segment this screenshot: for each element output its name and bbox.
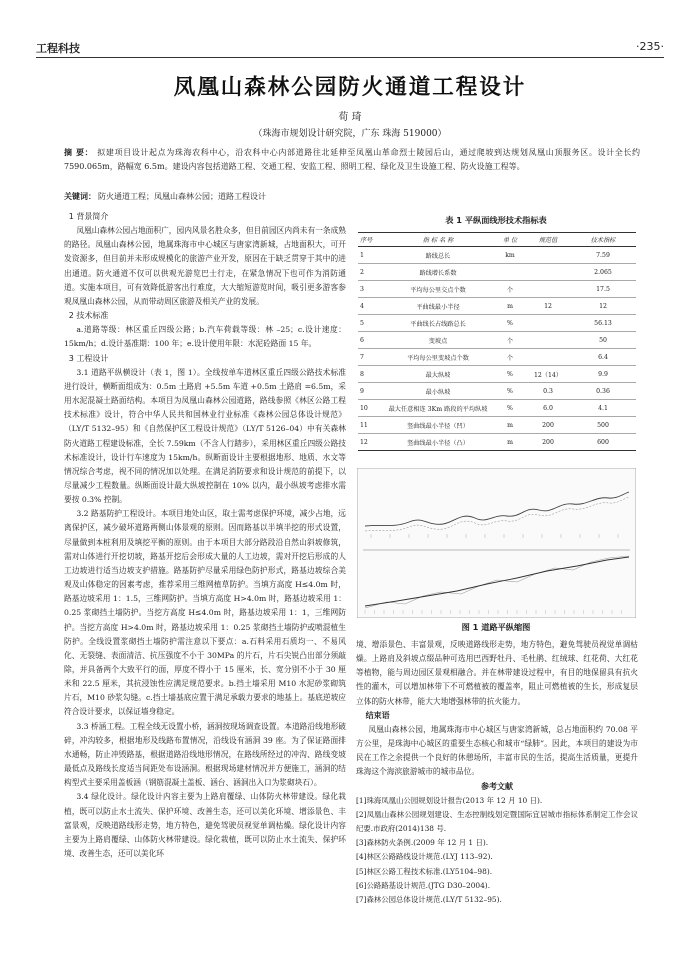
figure-frame <box>357 468 636 618</box>
paragraph: 3.4 绿化设计。绿化设计内容主要为上路肩覆绿、山体防火林带建设。绿化栽植，既可以防止水土流失、保护环境、改善生态，还可以美化环境、增添景色、丰富景观，反映道路线形走势，地方特色，避免驾驶员视觉单调枯燥。绿化设计内容主要为上路肩覆绿、山体防火林带建设。绿化栽植，既可以防止水土流失、保护环境、改善生态，还可以美化环 <box>64 792 346 859</box>
table-cell: 平曲线长占线路总长 <box>410 320 466 328</box>
table-caption: 表 1 平纵面线形技术指标表 <box>445 215 547 225</box>
table-cell: 7.59 <box>596 251 610 259</box>
table-body <box>358 247 636 451</box>
page-header <box>36 40 664 56</box>
table-row <box>358 315 636 332</box>
table-cell <box>526 349 570 366</box>
paragraph: 3.2 路基防护工程设计。本项目地处山区，取土需考虑保护环境，减少占地，远离保护区，减少破坏道路两侧山体景观的原则。因而路基以半填半挖的形式设置，尽量做到本桩利用及填挖平衡的原则。由于本项目大部分路段沿自然山斜坡修筑，需对山体进行开挖切坡，路基开挖后会形成大量的人工边坡，需对开挖后形成的人工边坡进行适当边坡支护措施。路基防护尽量采用绿色防护形式，路基边坡综合美观及山体稳定的因素考虑，推荐采用三维网植草防护。当填方高度 H≤4.0m 时，路基边坡采用 1：1.5，三维网防护。当填方高度 H>4.0m 时，路基边坡采用 1：0.25 浆砌挡土墙防护。当挖方高度 H≤4.0m 时，路基边坡采用 1：1，三维网防护。当挖方高度 H>4.0m 时，路基边坡采用 1：0.25 浆砌挡土墙防护或喷混植生防护。全线设置浆砌挡土墙防护需注意以下要点：a.石料采用石质均一、不易风化、无裂缝、表面清洁、抗压强度不小于 30MPa 的片石，片石尖锐凸出部分须敲除，并具备两个大致平行的面，厚度不得小于 15 厘米，长、宽分别不小于 30 厘米和 22.5 厘米，其抗浸蚀性应满足规范要求。b.挡土墙采用 M10 水泥砂浆砌筑片石，M10 砂浆勾缝。c.挡土墙基底应置于满足承载力要求的地基上。基底逆坡应符合设计要求，以保证墙身稳定。 <box>64 509 346 717</box>
table-cell: 6.4 <box>598 353 608 361</box>
table-cell: 11 <box>360 421 368 429</box>
right-column <box>356 638 638 907</box>
table-cell: 0.36 <box>596 387 610 395</box>
abstract <box>64 146 640 174</box>
table-cell: 500 <box>597 421 609 429</box>
table-cell: m <box>507 438 513 446</box>
section-heading: 结束语 <box>365 710 390 720</box>
table-cell: 7 <box>360 353 364 361</box>
table-cell <box>526 247 570 264</box>
paragraph: 3.3 桥涵工程。工程全线无设置小桥，涵洞按现场调查设置。本道路沿线地形破碎，冲沟较多，根据地形及线路布置情况，沿线设有涵洞 39 座。为了保证路面排水通畅，防止冲毁路基，根据道路沿线地形情况，在路线所经过的冲沟、路线变坡最低点及路线长度适当间距处布设涵洞。根据现场建材情况并方便施工，涵洞的结构型式主要采用盖板涵（钢筋混凝土盖板、涵台、涵洞出入口为浆砌块石）。 <box>64 721 346 788</box>
page-number: ·235· <box>636 40 664 53</box>
table-cell: m <box>507 421 513 429</box>
reference-item: [7]森林公园总体设计规范.(LY/T 5132–95). <box>356 894 502 904</box>
table-cell: 最大任意相连 3Km 路段的平均纵坡 <box>388 405 488 413</box>
table-cell <box>494 264 526 281</box>
table-cell: 12 <box>544 302 552 310</box>
figure-caption: 图 1 道路平纵缩图 <box>461 622 531 632</box>
table-cell: 9 <box>360 387 364 395</box>
table-cell: % <box>507 370 513 378</box>
table-header-cell: 指 标 名 称 <box>422 237 454 244</box>
table-cell: 6 <box>360 336 364 344</box>
table-cell: 2.065 <box>594 268 612 276</box>
table-cell: 50 <box>599 336 607 344</box>
table-cell: 最大纵坡 <box>425 371 451 379</box>
reference-item: [1]珠海凤凰山公园规划设计报告(2013 年 12 月 10 日). <box>356 795 543 805</box>
keywords-text: 防火通道工程；凤凰山森林公园；道路工程设计 <box>98 192 266 201</box>
table-cell: 最小纵坡 <box>425 388 451 396</box>
section-heading: 1 背景简介 <box>68 212 109 221</box>
table-cell: % <box>507 319 513 327</box>
table-row <box>358 417 636 434</box>
table-cell: 4 <box>360 302 364 310</box>
author: 荀 琦 <box>338 112 362 123</box>
reference-item: [5]林区公路工程技术标准.(LY5104–98). <box>356 866 493 876</box>
table-cell: 9.9 <box>598 370 608 378</box>
table-cell: 17.5 <box>596 285 610 293</box>
table-cell <box>526 264 570 281</box>
table-cell: 4.1 <box>598 404 608 412</box>
table-header-row <box>358 233 636 247</box>
table-cell: 个 <box>506 354 514 362</box>
table-cell <box>526 281 570 298</box>
paragraph: 3.1 道路平纵横设计（表 1，图 1）。全线按单车道林区重丘四级公路技术标准进行设计，横断面组成为：0.5m 土路肩 +5.5m 车道 +0.5m 土路肩 =6.5m，采用水泥混凝土路面结构。本项目为凤凰山森林公园道路，路线参照《林区公路工程技术标准》设计，符合中华人民共和国林业行业标准《森林公园总体设计规范》（LY/T 5132–95）和《自然保护区工程设计规范》（LY/T 5126–04）中有关森林防火道路工程建设标准，全长 7.59km（不含人行踏步），采用林区重丘四级公路技术标准设计，设计行车速度为 15km/h。纵断面设计主要根据地形、地质、水文等情况综合考虑，视不同的情况加以处理。在满足消防要求和设计规范的前提下，以尽量减少工程数量。纵断面设计最大纵坡控制在 10% 以内，最小纵坡考虑排水需要按 0.3% 控制。 <box>64 367 346 505</box>
table-cell: 竖曲线最小半径（凸） <box>407 439 469 447</box>
table-cell: m <box>507 302 513 310</box>
table-header-cell: 单 位 <box>502 237 518 244</box>
table-cell: 12 <box>360 438 368 446</box>
table-row <box>358 434 636 451</box>
table-cell: 56.13 <box>594 319 612 327</box>
table-row <box>358 281 636 298</box>
table-cell: 2 <box>360 268 364 276</box>
table-row <box>358 400 636 417</box>
journal-section: 工程科技 <box>36 42 80 55</box>
table-cell: 12 <box>599 302 607 310</box>
table-cell: 200 <box>542 421 554 429</box>
table-cell <box>526 332 570 349</box>
table-cell: 12（14） <box>533 371 563 379</box>
reference-list <box>356 794 638 907</box>
table-cell: 个 <box>506 337 514 345</box>
paragraph: 境、增添景色、丰富景观，反映道路线形走势，地方特色，避免驾驶员视觉单调枯燥。上路肩及斜坡点缀品种可选用巴西野牡丹、毛杜鹃、红绒球、红花荷、大红花等植物，能与周边园区景观相融合。并在林带建设过程中，有目的地保留具有抗火性的灌木，可以增加林带下不可燃植被的覆盖率，阻止可燃植被的生长，形成复层立体的防火林带，能大大地增强林带的抗火能力。 <box>356 640 638 706</box>
table-cell: km <box>505 251 515 259</box>
section-heading: 3 工程设计 <box>68 353 109 363</box>
affiliation: （珠海市规划设计研究院，广东 珠海 519000） <box>253 129 447 139</box>
section-heading: 2 技术标准 <box>68 311 109 321</box>
reference-item: [6]公路路基设计规范.(JTG D30–2004). <box>356 880 491 890</box>
table-header-cell: 规范值 <box>538 237 558 244</box>
table-row <box>358 349 636 366</box>
table-cell: 3 <box>360 285 364 293</box>
table-row <box>358 332 636 349</box>
table-cell: 1 <box>360 251 364 259</box>
table-cell: 平均每公里变坡点个数 <box>407 354 469 362</box>
table-cell: 200 <box>542 438 554 446</box>
table-row <box>358 383 636 400</box>
table-cell: 600 <box>597 438 609 446</box>
paragraph: a.道路等级：林区重丘四级公路；b.汽车荷载等级：林 –25；c.设计速度：15km/h；d.设计基准期：100 年；e.设计使用年限：水泥砼路面 15 年。 <box>64 325 346 349</box>
references-heading: 参考文献 <box>481 781 513 791</box>
table-row <box>358 298 636 315</box>
table-cell: 10 <box>360 404 368 412</box>
table-cell: % <box>507 404 513 412</box>
table-cell: % <box>507 387 513 395</box>
table-cell <box>526 315 570 332</box>
abstract-label: 摘 要： <box>64 148 94 157</box>
paper-title: 凤凰山森林公园防火通道工程设计 <box>173 75 527 100</box>
header-rule <box>36 57 664 58</box>
table-row <box>358 247 636 264</box>
table-cell: 个 <box>506 286 514 294</box>
reference-item: [4]林区公路路线设计规范.(LYJ 113–92). <box>356 852 493 862</box>
table-cell: 0.3 <box>543 387 553 395</box>
keywords <box>64 190 640 204</box>
table-cell: 平均每公里交点个数 <box>410 286 466 294</box>
paragraph: 凤凰山森林公园，地属珠海市中心城区与唐家湾新城，总占地面积约 70.08 平方公里，是珠海中心城区的重要生态核心和城市“绿肺”。因此，本项目的建设为市民在工作之余提供一个良好的休憩场所，丰富市民的生活，提高生活质量，更提升珠海这个海滨旅游城市的城市品位。 <box>356 724 638 777</box>
indicator-table <box>358 232 636 451</box>
table-header-cell: 技术指标 <box>590 237 616 244</box>
table-cell: 8 <box>360 370 364 378</box>
keywords-label: 关键词： <box>64 192 96 201</box>
abstract-text: 拟建项目设计起点为珠海农科中心，沿农科中心内部道路往北延伸至凤凰山革命烈士陵园后山，通过爬坡到达规划凤凰山顶服务区。设计全长约 7590.065m，路幅宽 6.5m。建设内容包括道路工程、交通工程、安监工程、照明工程、绿化及卫生设施工程、防火设施工程等。 <box>64 148 640 171</box>
table-row <box>358 366 636 383</box>
paragraph: 凤凰山森林公园占地面积广，园内风景名胜众多，但目前园区内尚未有一条成熟的路径。凤凰山森林公园，地属珠海市中心城区与唐家湾新城，占地面积大，可开发资源多，但目前并未形成规模化的旅游产业开发，原因在于缺乏贯穿于其中的进出通道。防火通道不仅可以供观光游览巴士行走，在紧急情况下也可作为消防通道。实施本项目，可有效降低游客出行难度，大大缩短游览时间，吸引更多游客参观凤凰山森林公园，从而带动周区旅游及相关产业的发展。 <box>64 226 346 306</box>
table-cell: 路线增长系数 <box>419 269 457 277</box>
table-cell: 平曲线最小半径 <box>416 303 460 311</box>
reference-item: [2]凤凰山森林公园规划建设、生态控制线划定暨国际宜居城市指标体系制定工作会议纪要.市政府(2014)138 号. <box>356 809 638 834</box>
table-header-cell: 序号 <box>360 237 373 244</box>
table-cell: 5 <box>360 319 364 327</box>
reference-item: [3]森林防火条例.(2009 年 12 月 1 日). <box>356 838 489 848</box>
table-row <box>358 264 636 281</box>
table-cell: 6.0 <box>543 404 553 412</box>
table-cell: 竖曲线最小半径（凹） <box>407 422 469 430</box>
route-profile-figure <box>357 468 636 618</box>
table-cell: 路线总长 <box>425 252 451 260</box>
table-cell: 变坡点 <box>428 337 448 345</box>
left-column <box>64 210 346 861</box>
